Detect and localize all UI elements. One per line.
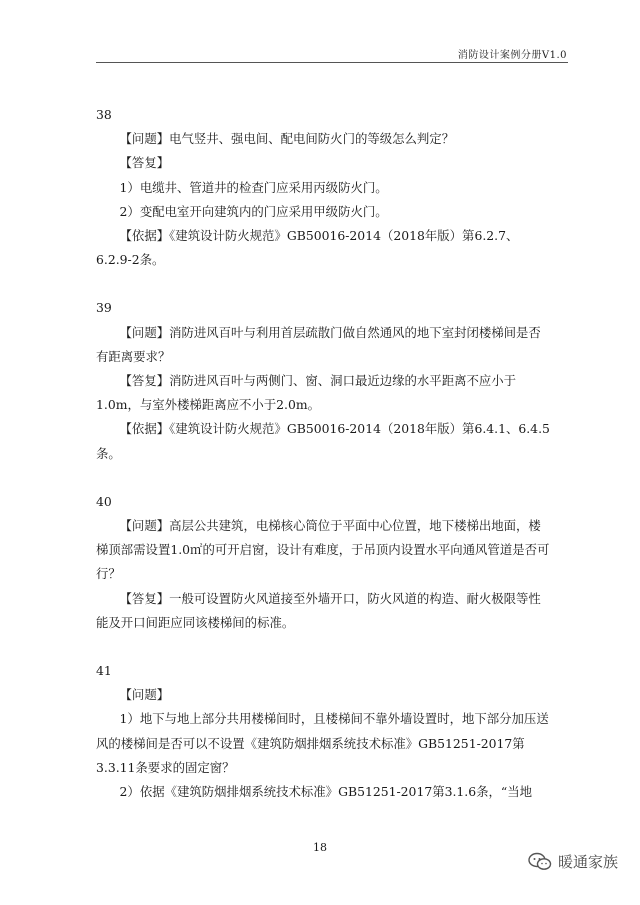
section-number: 40	[96, 493, 112, 509]
page-number: 18	[313, 841, 327, 854]
question-paragraph: 【问题】消防进风百叶与利用首层疏散门做自然通风的地下室封闭楼梯间是否有距离要求？	[96, 324, 541, 364]
answer-paragraph: 【答复】消防进风百叶与两侧门、窗、洞口最近边缘的水平距离不应小于1.0m，与室外楼梯距离应不小于2.0m。	[96, 373, 517, 413]
running-header: 消防设计案例分册V1.0	[457, 50, 567, 61]
basis-paragraph: 【依据】《建筑设计防火规范》GB50016-2014（2018年版）第6.2.7、6.2.9-2条。	[96, 228, 519, 268]
answer-item: 2）变配电室开向建筑内的门应采用甲级防火门。	[119, 203, 388, 219]
question-label: 【问题】	[119, 687, 170, 703]
watermark	[528, 851, 618, 872]
section-number: 41	[96, 663, 112, 679]
watermark-text: 暖通家族	[557, 853, 618, 871]
document-body	[96, 103, 552, 804]
section-39	[96, 296, 552, 465]
basis-paragraph: 【依据】《建筑设计防火规范》GB50016-2014（2018年版）第6.4.1、6.4.5条。	[96, 421, 550, 461]
header-rule	[96, 62, 568, 63]
wechat-icon	[528, 852, 552, 872]
section-number: 39	[96, 300, 112, 316]
question-paragraph: 【问题】电气竖井、强电间、配电间防火门的等级怎么判定？	[119, 131, 455, 147]
section-38	[96, 103, 552, 272]
question-paragraph: 【问题】高层公共建筑，电梯核心筒位于平面中心位置，地下楼梯出地面，楼梯顶部需设置1.0㎡的可开启窗，设计有难度，于吊顶内设置水平向通风管道是否可行？	[96, 518, 550, 582]
section-40	[96, 490, 552, 635]
question-item: 2）依据《建筑防烟排烟系统技术标准》GB51251-2017第3.1.6条，“当地	[119, 784, 533, 800]
answer-paragraph: 【答复】一般可设置防火风道接至外墙开口，防火风道的构造、耐火极限等性能及开口间距应同该楼梯间的标准。	[96, 590, 541, 630]
question-item: 1）地下与地上部分共用楼梯间时，且楼梯间不靠外墙设置时，地下部分加压送风的楼梯间是否可以不设置《建筑防烟排烟系统技术标准》GB51251-2017第3.3.11条要求的固定窗？	[96, 711, 549, 775]
section-number: 38	[96, 107, 112, 122]
section-41	[96, 659, 552, 804]
answer-item: 1）电缆井、管道井的检查门应采用丙级防火门。	[119, 179, 388, 195]
answer-label: 【答复】	[119, 155, 170, 171]
